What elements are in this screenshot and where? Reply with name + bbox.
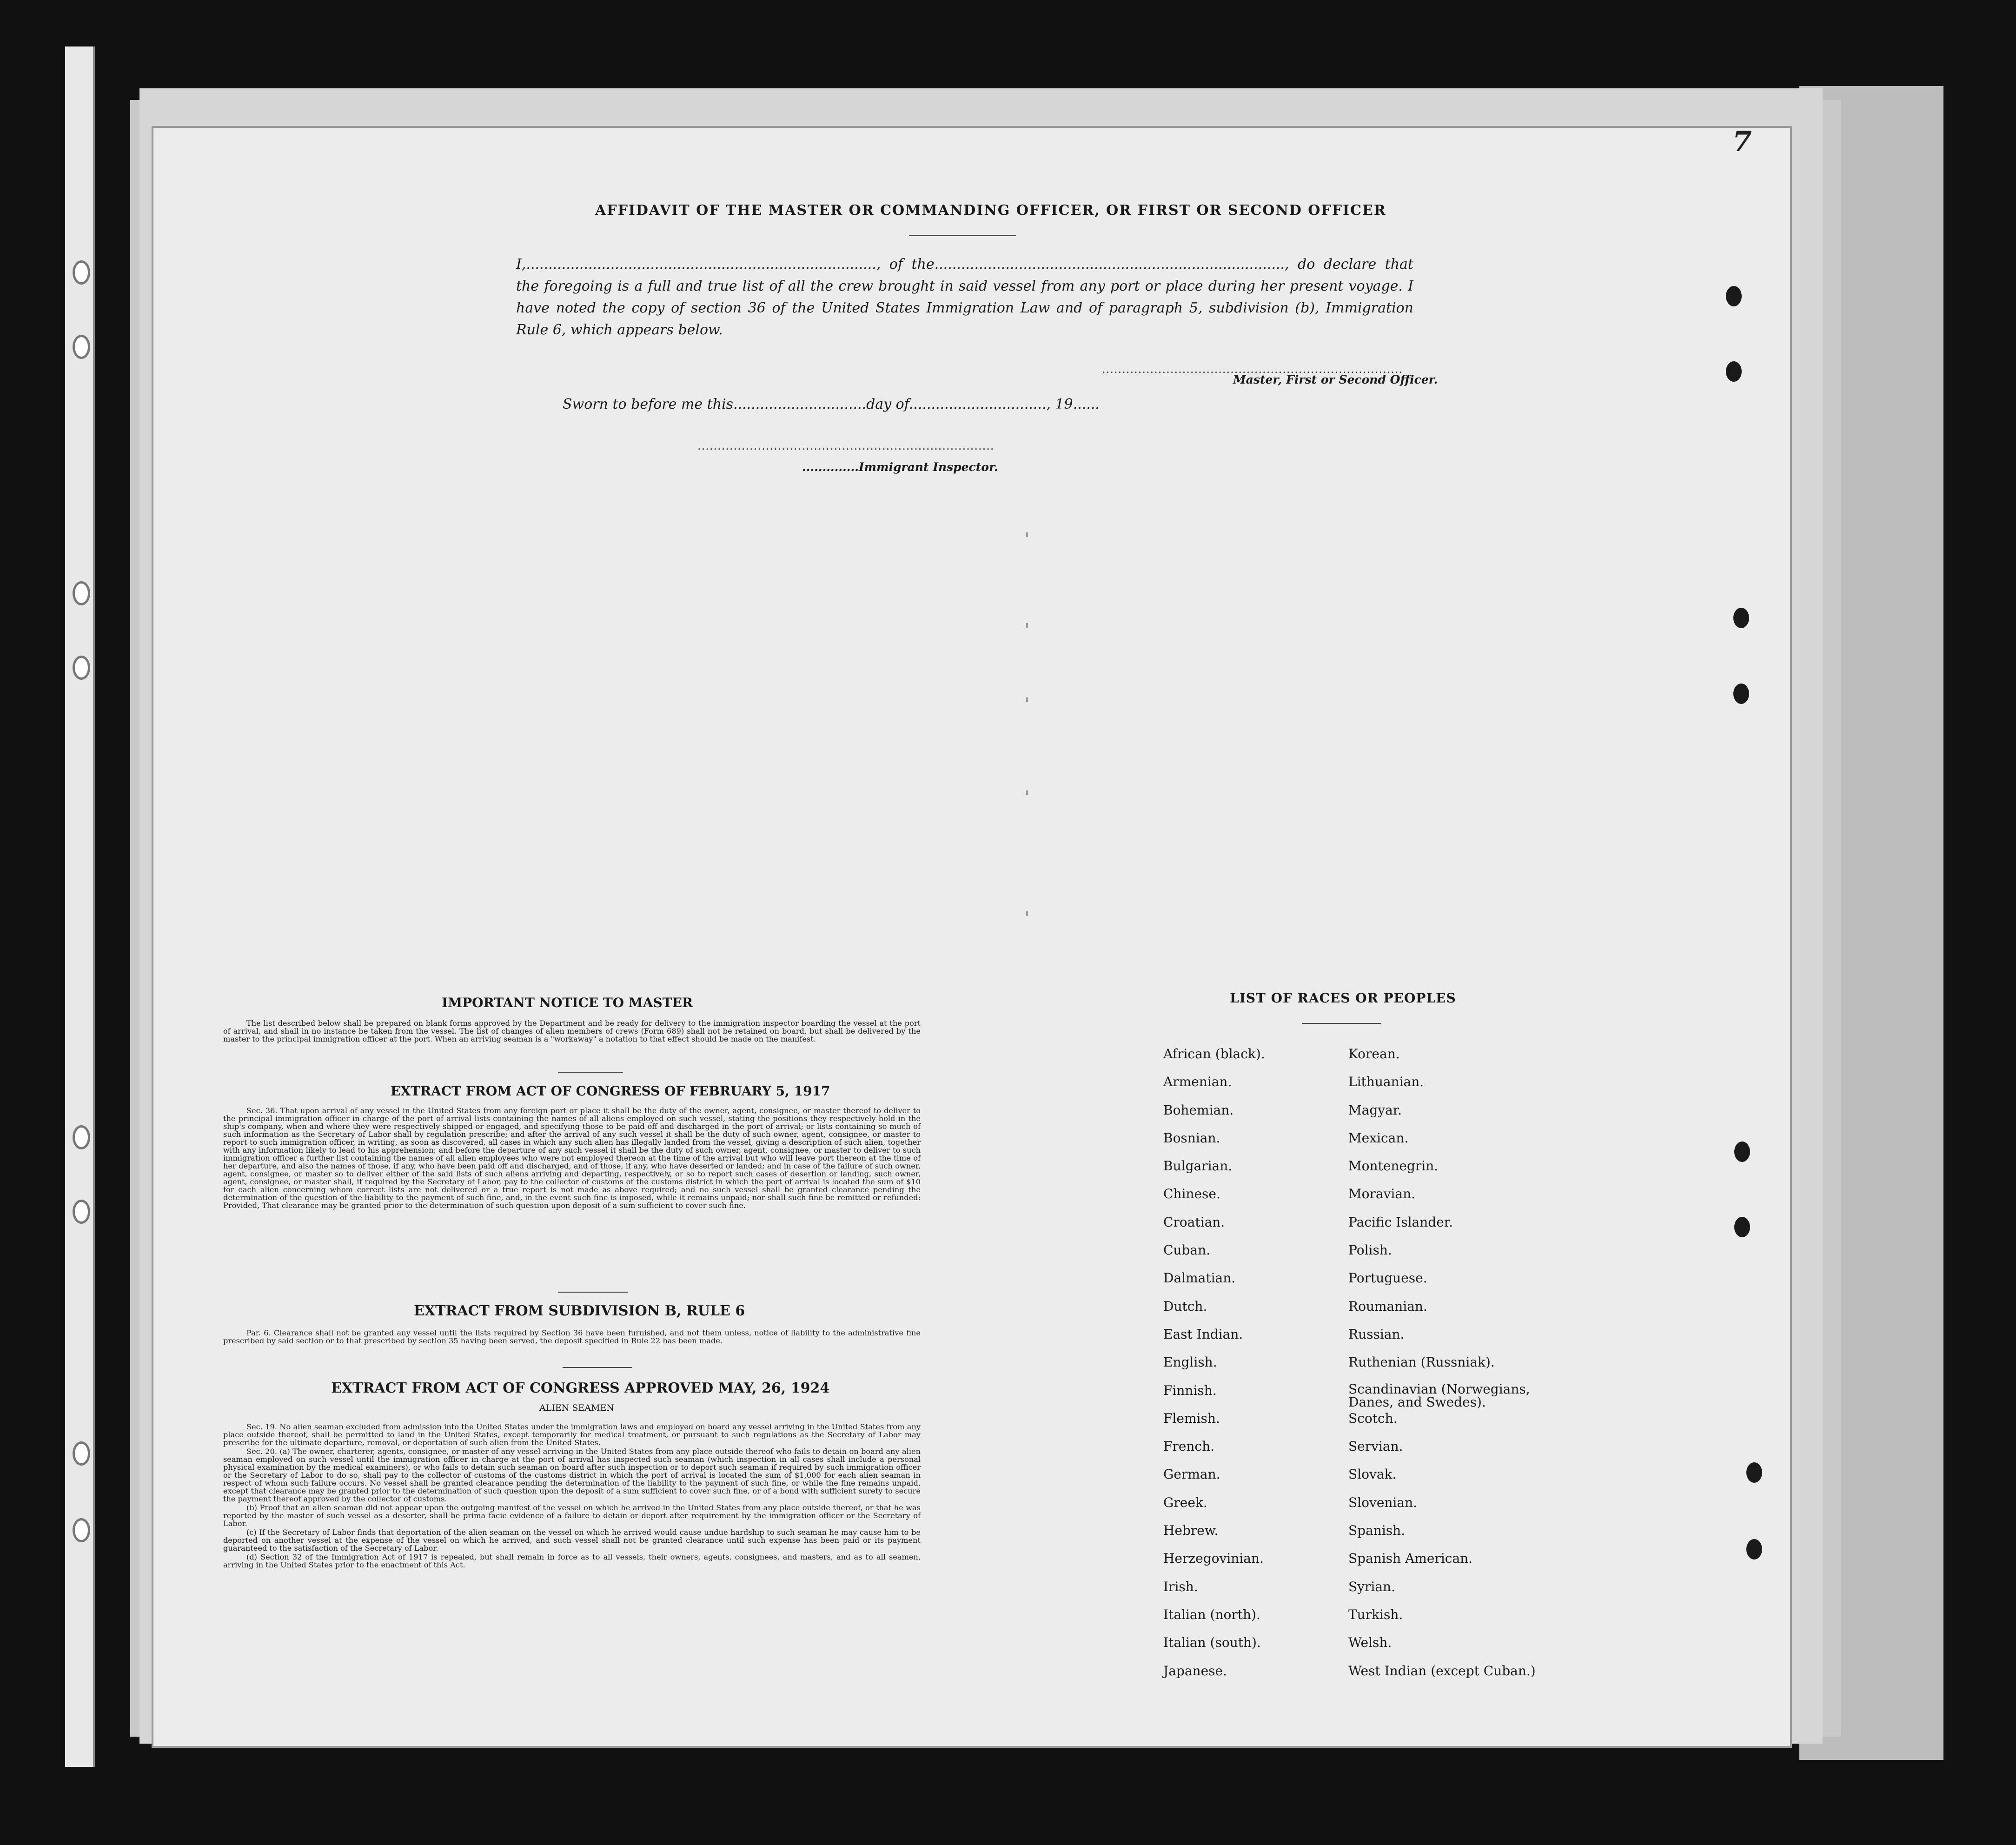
race-item: Italian (north). <box>1163 1606 1260 1622</box>
fold-mark <box>1026 697 1028 702</box>
act-1924-paragraph: Sec. 20. (a) The owner, charterer, agents, consignee, or master of any vessel arriving in the United States from any place outside thereof who fails to detain on board any alien seaman employed on such vessel until the immigration officer in charge at the port of arrival has inspected such seaman (which inspection in all cases shall include a personal physical examination by the medical examiners), or who fails to detain such seaman on board after such inspection or to deport such seaman if required by such immigration officer or the Secretary of Labor to do so, shall pay to the collector of customs of the customs district in which the port of arrival is located the sum of $1,000 for each alien seaman in respect of whom such failure occurs. No vessel shall be granted clearance pending the determination of the liability to the payment of such fine, or while the fine remains unpaid, except that clearance may be granted prior to the determination of such question upon the deposit of a sum sufficient to cover such fine, or of a bond with sufficient surety to secure the payment thereof approved by the collector of customs. <box>223 1447 921 1503</box>
race-item: Finnish. <box>1163 1382 1217 1398</box>
race-item: Montenegrin. <box>1348 1158 1439 1174</box>
race-item: Armenian. <box>1163 1074 1232 1090</box>
race-item: Bohemian. <box>1163 1102 1234 1118</box>
signature-line: ........................................................................... <box>1102 363 1403 376</box>
race-item: Dutch. <box>1163 1298 1207 1314</box>
race-item: Polish. <box>1348 1242 1392 1258</box>
punch-hole <box>1726 286 1742 306</box>
race-item: Chinese. <box>1163 1186 1220 1202</box>
binder-ring <box>73 581 90 605</box>
race-item: Hebrew. <box>1163 1523 1219 1539</box>
fold-mark <box>1026 911 1028 916</box>
race-item: Cuban. <box>1163 1242 1211 1258</box>
act-1924-paragraph: (d) Section 32 of the Immigration Act of 1917 is repealed, but shall remain in force as to all vessels, their owners, agents, consignees, and masters, and as to all seamen, arriving in the United States prior to the enactment of this Act. <box>223 1553 921 1569</box>
race-item: Magyar. <box>1348 1102 1402 1118</box>
divider <box>558 1072 623 1073</box>
fold-mark <box>1026 623 1028 628</box>
punch-hole <box>1726 361 1742 382</box>
race-item: Bosnian. <box>1163 1130 1220 1146</box>
races-heading: LIST OF RACES OR PEOPLES <box>1230 990 1456 1006</box>
binder-ring <box>73 1125 90 1149</box>
race-item: Lithuanian. <box>1348 1074 1424 1090</box>
race-item: Pacific Islander. <box>1348 1214 1453 1230</box>
race-item: Italian (south). <box>1163 1635 1261 1651</box>
inspector-line: .......................................................................... <box>697 439 995 452</box>
binder-spine <box>65 46 95 1767</box>
race-item: Herzegovinian. <box>1163 1551 1264 1566</box>
race-item: Bulgarian. <box>1163 1158 1233 1174</box>
races-column-2 <box>1348 1046 1567 1691</box>
act-1924-paragraph: Sec. 19. No alien seaman excluded from admission into the United States under the immigration laws and employed on board any vessel arriving in the United States from any place outside thereof, shall be permitted to land in the United States, except temporarily for medical treatment, or pursuant to such regulations as the Secretary of Labor may prescribe for the ultimate departure, removal, or deportation of such alien from the United States. <box>223 1422 921 1447</box>
race-item: Irish. <box>1163 1579 1198 1594</box>
rule-6-text: Par. 6. Clearance shall not be granted any vessel until the lists required by Section 36 have been furnished, and not them unless, notice of liability to the administrative fine prescribed by said section or to that prescribed by section 35 having been served, the deposit specified in Rule 22 has been made. <box>223 1328 921 1345</box>
corner-page-number: 7 <box>1732 126 1752 158</box>
race-item: Ruthenian (Russniak). <box>1348 1354 1495 1370</box>
divider <box>558 1292 628 1293</box>
race-item: Japanese. <box>1163 1663 1227 1679</box>
race-item: Slovak. <box>1348 1467 1397 1482</box>
race-item: English. <box>1163 1354 1217 1370</box>
race-item: Portuguese. <box>1348 1270 1427 1286</box>
race-item: Scandinavian (Norwegians, Danes, and Swedes). <box>1348 1381 1530 1410</box>
race-item: Spanish. <box>1348 1523 1406 1539</box>
binder-ring <box>73 260 90 285</box>
punch-hole <box>1734 1142 1750 1162</box>
act-1924-heading: EXTRACT FROM ACT OF CONGRESS APPROVED MAY, 26, 1924 <box>331 1380 830 1396</box>
race-item: German. <box>1163 1467 1220 1482</box>
act-1924-subheading: ALIEN SEAMEN <box>539 1403 614 1413</box>
affidavit-body: I,..............................................................................., of the..............................................................................., do declare that the foregoing is a full and true list of all the crew brought in said vessel from any port or place during her present voyage. I have noted the copy of section 36 of the United States Immigration Law and of paragraph 5, subdivision (b), Immigration Rule 6, which appears below. <box>516 256 1413 338</box>
race-item: Flemish. <box>1163 1410 1220 1426</box>
notice-text: The list described below shall be prepared on blank forms approved by the Department and be ready for delivery to the immigration inspector boarding the vessel at the port of arrival, and shall in no instance be taken from the vessel. The list of changes of alien members of crews (Form 689) shall not be retained on board, but shall be delivered by the master to the principal immigration officer at the port. When an arriving seaman is a "workaway" a notation to that effect should be made on the manifest. <box>223 1019 921 1043</box>
race-item: Croatian. <box>1163 1214 1225 1230</box>
race-item: East Indian. <box>1163 1326 1243 1342</box>
race-item: West Indian (except Cuban.) <box>1348 1663 1536 1679</box>
race-item: Servian. <box>1348 1439 1403 1454</box>
divider <box>909 235 1016 236</box>
race-item: Roumanian. <box>1348 1298 1427 1314</box>
binder-ring <box>73 335 90 359</box>
divider <box>1302 1023 1381 1024</box>
race-item: Russian. <box>1348 1326 1405 1342</box>
race-item: Turkish. <box>1348 1606 1403 1622</box>
notice-heading: IMPORTANT NOTICE TO MASTER <box>442 995 693 1010</box>
binder-ring <box>73 1518 90 1542</box>
inspector-label: ..............Immigrant Inspector. <box>802 460 998 474</box>
binder-ring <box>73 1441 90 1466</box>
signature-label: Master, First or Second Officer. <box>1233 373 1438 386</box>
punch-hole <box>1733 684 1749 704</box>
binder-ring <box>73 1200 90 1224</box>
race-item: Mexican. <box>1348 1130 1409 1146</box>
race-item: Korean. <box>1348 1046 1400 1062</box>
punch-hole <box>1746 1462 1762 1483</box>
race-item: Slovenian. <box>1348 1494 1417 1510</box>
fold-mark <box>1026 532 1028 537</box>
punch-hole <box>1733 608 1749 628</box>
act-1924-paragraph: (b) Proof that an alien seaman did not appear upon the outgoing manifest of the vessel on which he arrived in the United States from any place outside thereof, or that he was reported by the master of such vessel as a deserter, shall be prima facie evidence of a failure to detain or deport after requirement by the immigration officer or the Secretary of Labor. <box>223 1503 921 1528</box>
act-1924-text <box>223 1423 921 1570</box>
sworn-line: Sworn to before me this..............................day of..............................., 19...... <box>563 396 1100 412</box>
race-item: French. <box>1163 1439 1215 1454</box>
race-item: Dalmatian. <box>1163 1270 1236 1286</box>
race-item: African (black). <box>1163 1046 1265 1062</box>
punch-hole <box>1734 1217 1750 1237</box>
divider <box>563 1367 632 1368</box>
fold-mark <box>1026 790 1028 795</box>
punch-hole <box>1746 1539 1762 1560</box>
race-item: Scotch. <box>1348 1410 1398 1426</box>
rule-6-heading: EXTRACT FROM SUBDIVISION B, RULE 6 <box>414 1303 745 1319</box>
race-item: Greek. <box>1163 1494 1207 1510</box>
race-item: Spanish American. <box>1348 1551 1473 1566</box>
races-column-1 <box>1163 1046 1265 1691</box>
act-1917-heading: EXTRACT FROM ACT OF CONGRESS OF FEBRUARY 5, 1917 <box>391 1083 830 1099</box>
binder-ring <box>73 656 90 680</box>
race-item: Syrian. <box>1348 1579 1395 1594</box>
race-item: Welsh. <box>1348 1635 1392 1651</box>
affidavit-heading: AFFIDAVIT OF THE MASTER OR COMMANDING OFFICER, OR FIRST OR SECOND OFFICER <box>595 202 1386 219</box>
act-1924-paragraph: (c) If the Secretary of Labor finds that deportation of the alien seaman on the vessel on which he arrived would cause undue hardship to such seaman he may cause him to be deported on another vessel at the expense of the vessel on which he arrived, and such vessel shall not be granted clearance until such expense has been paid or its payment guaranteed to the satisfaction of the Secretary of Labor. <box>223 1528 921 1553</box>
race-item: Moravian. <box>1348 1186 1416 1202</box>
act-1917-text: Sec. 36. That upon arrival of any vessel in the United States from any foreign port or place it shall be the duty of the owner, agent, consignee, or master thereof to deliver to the principal immigration officer in charge of the port of arrival lists containing the names of all aliens employed on such vessel, stating the positions they respectively hold in the ship's company, when and where they were respectively shipped or engaged, and specifying those to be paid off and discharged in the port of arrival; or lists containing so much of such information as the Secretary of Labor shall by regulation prescribe; and after the arrival of any such vessel it shall be the duty of such owner, agent, consignee, or master to report to such immigration officer, in writing, as soon as discovered, all cases in which any such alien has illegally landed from the vessel, giving a description of such alien, together with any information likely to lead to his apprehension; and before the departure of any such vessel it shall be the duty of such owner, agent, consignee, or master to deliver to such immigration officer a further list containing the names of all alien employees who were not employed thereon at the time of the arrival but who will leave port thereon at the time of her departure, and also the names of those, if any, who have been paid off and discharged, and of those, if any, who have deserted or landed; and in case of the failure of such owner, agent, consignee, or master so to deliver either of the said lists of such aliens arriving and departing, respectively, or so to report such cases of desertion or landing, such owner, agent, consignee, or master shall, if required by the Secretary of Labor, pay to the collector of customs of the customs district in which the port of arrival is located the sum of $10 for each alien concerning whom correct lists are not delivered or a true report is not made as above required; and no such vessel shall be granted clearance pending the determination of the question of the liability to the payment of such fine, and, in the event such fine is imposed, while it remains unpaid; nor shall such fine be remitted or refunded: Provided, That clearance may be granted prior to the determination of such question upon deposit of a sum sufficient to cover such fine. <box>223 1106 921 1210</box>
